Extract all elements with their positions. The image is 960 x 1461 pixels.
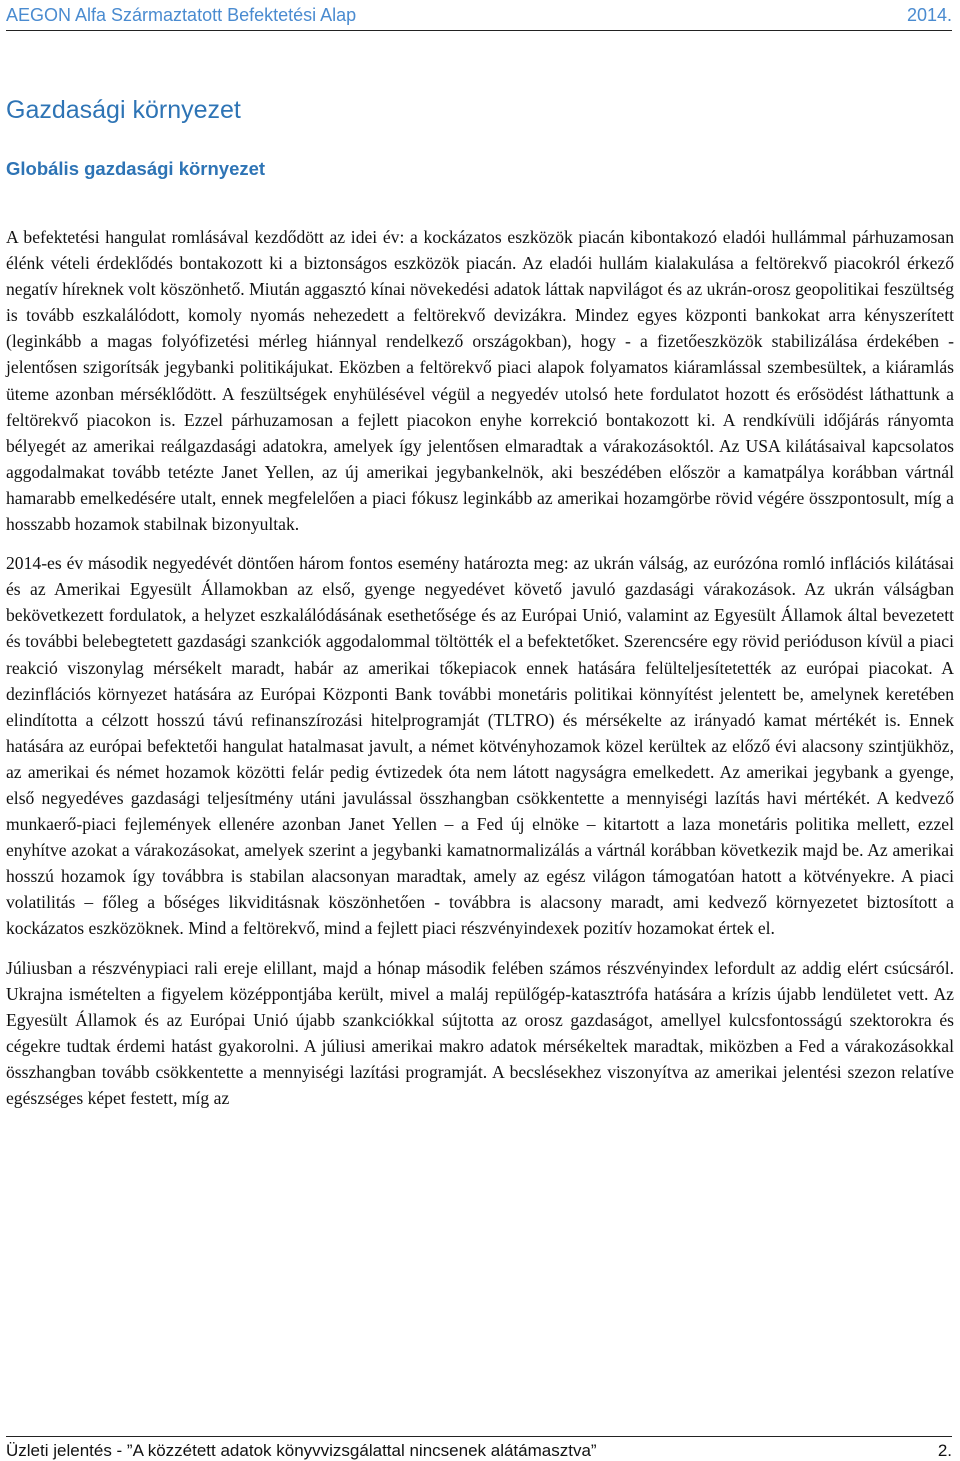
page-footer [6,1436,952,1461]
paragraph-3: Júliusban a részvénypiaci rali ereje elillant, majd a hónap második felében számos részvényindex lefordult az addig elért csúcsáról. Ukrajna ismételten a figyelem középpontjába került, mivel a maláj repülőgép-katasztrófa hatására a krízis újabb lendületet vett. Az Egyesült Államok és az Európai Unió újabb szankciókkal sújtotta az orosz gazdaságot, amellyel kulcsfontosságú szektorokra és cégekre tudtak érdemi hatást gyakorolni. A júliusi amerikai makro adatok mérsékeltek maradtak, miközben a Fed a várakozásokkal összhangban tovább csökkentette a mennyiségi lazítási programját. A becslésekhez viszonyítva az amerikai jelentési szezon relatíve egészséges képet festett, míg az [6,957,954,1108]
body-text [6,224,954,1124]
section-heading: Gazdasági környezet [6,96,241,124]
page-header [6,0,952,31]
header-year: 2014. [906,4,952,25]
page-number: 2. [937,1441,952,1460]
subsection-heading: Globális gazdasági környezet [6,158,266,179]
paragraph-2: 2014-es év második negyedévét döntően három fontos esemény határozta meg: az ukrán válság, az eurózóna romló inflációs kilátásai és az Amerikai Egyesült Államokban az első, gyenge negyedévet követő javuló gazdasági várakozások. Az ukrán válságban bekövetkezett fordulatok, a helyzet eszkalálódásának esethetősége és az Európai Unió, valamint az Egyesült Államok által bevezetett és további belebegtetett gazdasági szankciók aggodalommal töltötték el a befektetőket. Szerencsére egy rövid perióduson kívül a piaci reakció viszonylag mérsékelt maradt, habár az amerikai tőkepiacok ennek hatására felülteljesítetették az európai piacokat. A dezinflációs környezet hatására az Európai Központi Bank további monetáris politikai könnyítést jelentett be, amelynek keretében elindította a célzott hosszú távú refinanszírozási hitelprogramját (TLTRO) és mérsékelte az irányadó kamat mértékét is. Ennek hatására az európai befektetői hangulat hatalmasat javult, a német kötvényhozamok közel kerültek az előző évi alacsony szintjükhöz, az amerikai és német hozamok közötti felár pedig évtizedek óta nem látott nagyságra emelkedett. Az amerikai jegybank a gyenge, első negyedéves gazdasági teljesítmény utáni javulással összhangban csökkentette a mennyiségi lazítás havi mértékét. A kedvező munkaerő-piaci fejlemények ellenére azonban Janet Yellen – a Fed új elnöke – kitartott a laza monetáris politika mellett, ezzel enyhítve azokat a várakozásokat, amelyek szerint a jegybanki kamatnormalizálás a vártnál korábban következik majd be. Az amerikai hosszú hozamok így továbbra is stabilan alacsonyan maradtak, amely az egész világon támogatóan hatott a kötvényekre. A piaci volatilitás – főleg a bőséges likviditásnak köszönhetően - továbbra is alacsony maradt, ami kedvező környezetet biztosított a kockázatos eszközöknek. Mind a feltörekvő, mind a fejlett piaci részvényindexek pozitív hozamokat értek el. [6,553,954,939]
header-title: AEGON Alfa Származtatott Befektetési Alap [6,4,357,25]
paragraph-1: A befektetési hangulat romlásával kezdődött az idei év: a kockázatos eszközök piacán kibontakozó eladói hullámmal párhuzamosan élénk vételi érdeklődés bontakozott ki a biztonságos eszközök piacán. Az eladói hullám kialakulása a feltörekvő piacokról érkező negatív híreknek volt köszönhető. Miután aggasztó kínai növekedési adatok láttak napvilágot és az ukrán-orosz geopolitikai feszültség is tovább eszkalálódott, komoly nyomás nehezedett a feltörekvő devizákra. Mindez egyes központi bankokat arra kényszerített (leginkább a magas folyófizetési mérleg hiánnyal rendelkező országokban), hogy - a fizetőeszközök stabilizálása érdekében - jelentősen szigorítsák jegybanki politikájukat. Eközben a feltörekvő piaci alapok folyamatos kiáramlással szembesültek, a kiáramlás üteme azonban mérséklődött. A feszültségek enyhülésével végül a negyedév utolsó hete fordulatot hozott és erősödést láthattunk a feltörekvő piacokon is. Ezzel párhuzamosan a fejlett piacokon enyhe korrekció bontakozott ki. A rendkívüli időjárás rányomta bélyegét az amerikai reálgazdasági adatokra, amelyek így jelentősen elmaradtak a várakozásoktól. Az USA kilátásaival kapcsolatos aggodalmakat tovább tetézte Janet Yellen, az új amerikai jegybankelnök, aki beszédében először a kamatpálya korábban vártnál hamarabb emelkedésére utalt, ennek megfelelően a piaci fókusz leginkább az amerikai hozamgörbe rövid végére összpontosult, míg a hosszabb hozamok stabilnak bizonyultak. [6,227,954,535]
footer-note: Üzleti jelentés - ”A közzétett adatok könyvvizsgálattal nincsenek alátámasztva” [6,1441,597,1460]
